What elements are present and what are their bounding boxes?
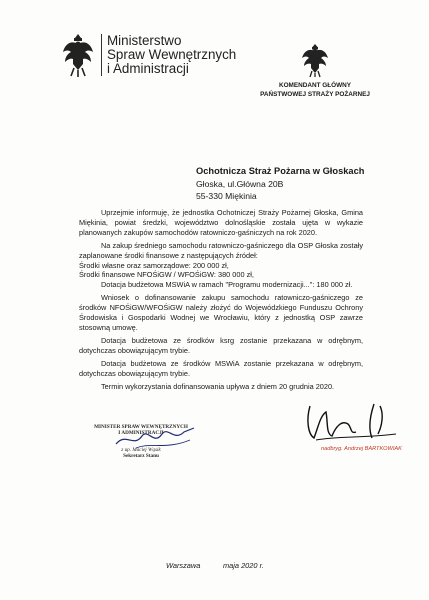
date-of-issue: maja 2020 r.: [223, 561, 264, 570]
recipient-address: [196, 165, 364, 202]
fire-service-eagle-icon: [300, 42, 330, 78]
paragraph-funding-sources: Na zakup średniego samochodu ratowniczo-gaśniczego dla OSP Głoska zostały zaplanowane środki finansowe z następujących źródeł:: [79, 240, 363, 260]
chief-line-2: PAŃSTWOWEJ STRAŻY POŻARNEJ: [260, 90, 370, 98]
minister-stamp-line-2: I ADMINISTRACJI: [118, 430, 164, 437]
letter-body: [79, 208, 363, 394]
ministry-line-3: i Administracji: [107, 61, 189, 76]
funding-item-nfosigw: Środki finansowe NFOŚiGW / WFOŚiGW: 380 000 zł,: [79, 270, 254, 280]
paragraph-mswia-grant: Dotacja budżetowa ze środków MSWiA zostanie przekazana w odrębnym, dotychczas obowiązującym trybie.: [79, 358, 363, 378]
polish-eagle-emblem-icon: [61, 32, 95, 78]
ministry-line-2: Spraw Wewnętrznych: [107, 47, 237, 62]
minister-stamp-line-1: MINISTER SPRAW WEWNĘTRZNYCH: [94, 424, 188, 430]
minister-signature: [106, 418, 202, 458]
recipient-name: Ochotnicza Straż Pożarna w Głoskach: [196, 166, 365, 176]
recipient-postal: 55-330 Miękinia: [196, 191, 257, 201]
minister-signatory-name: z up. Maciej Wąsik: [121, 446, 161, 453]
chief-signature: [296, 398, 408, 444]
place-of-issue: Warszawa: [166, 561, 201, 570]
funding-item-mswia: Dotacja budżetowa MSWiA w ramach "Programu modernizacji...": 180 000 zł.: [101, 280, 353, 290]
chief-name-stamp: nadbryg. Andrzej BARTKOWIAK: [321, 446, 402, 452]
minister-signatory-title: Sekretarz Stanu: [123, 452, 159, 459]
ministry-line-1: Ministerstwo: [107, 33, 182, 48]
paragraph-application: Wniosek o dofinansowanie zakupu samochodu ratowniczo-gaśniczego ze środków NFOŚiGW/WFOŚiGW należy złożyć do Wojewódzkiego Funduszu Ochrony Środowiska i Gospodarki Wodnej we Wrocławiu, który z jednostką OSP zawrze stosowną umowę.: [79, 293, 363, 332]
paragraph-deadline: Termin wykorzystania dofinansowania upływa z dniem 20 grudnia 2020.: [101, 381, 335, 391]
chief-line-1: KOMENDANT GŁÓWNY: [278, 82, 352, 89]
ministry-name: [101, 34, 236, 76]
paragraph-intro: Uprzejmie informuję, że jednostka Ochotniczej Straży Pożarnej Głoska, Gmina Miękinia, powiat średzki, województwo dolnośląskie została ujęta w wykazie planowanych zakupów samochodów ratowniczo-gaśniczych na rok 2020.: [79, 208, 363, 237]
recipient-street: Głoska, ul.Główna 20B: [196, 179, 284, 189]
fire-chief-heading: [250, 82, 380, 99]
funding-item-own: Środki własne oraz samorządowe: 200 000 zł,: [79, 260, 229, 270]
paragraph-ksrg-grant: Dotacja budżetowa ze środków ksrg zostanie przekazana w odrębnym, dotychczas obowiązującym trybie.: [79, 335, 363, 355]
